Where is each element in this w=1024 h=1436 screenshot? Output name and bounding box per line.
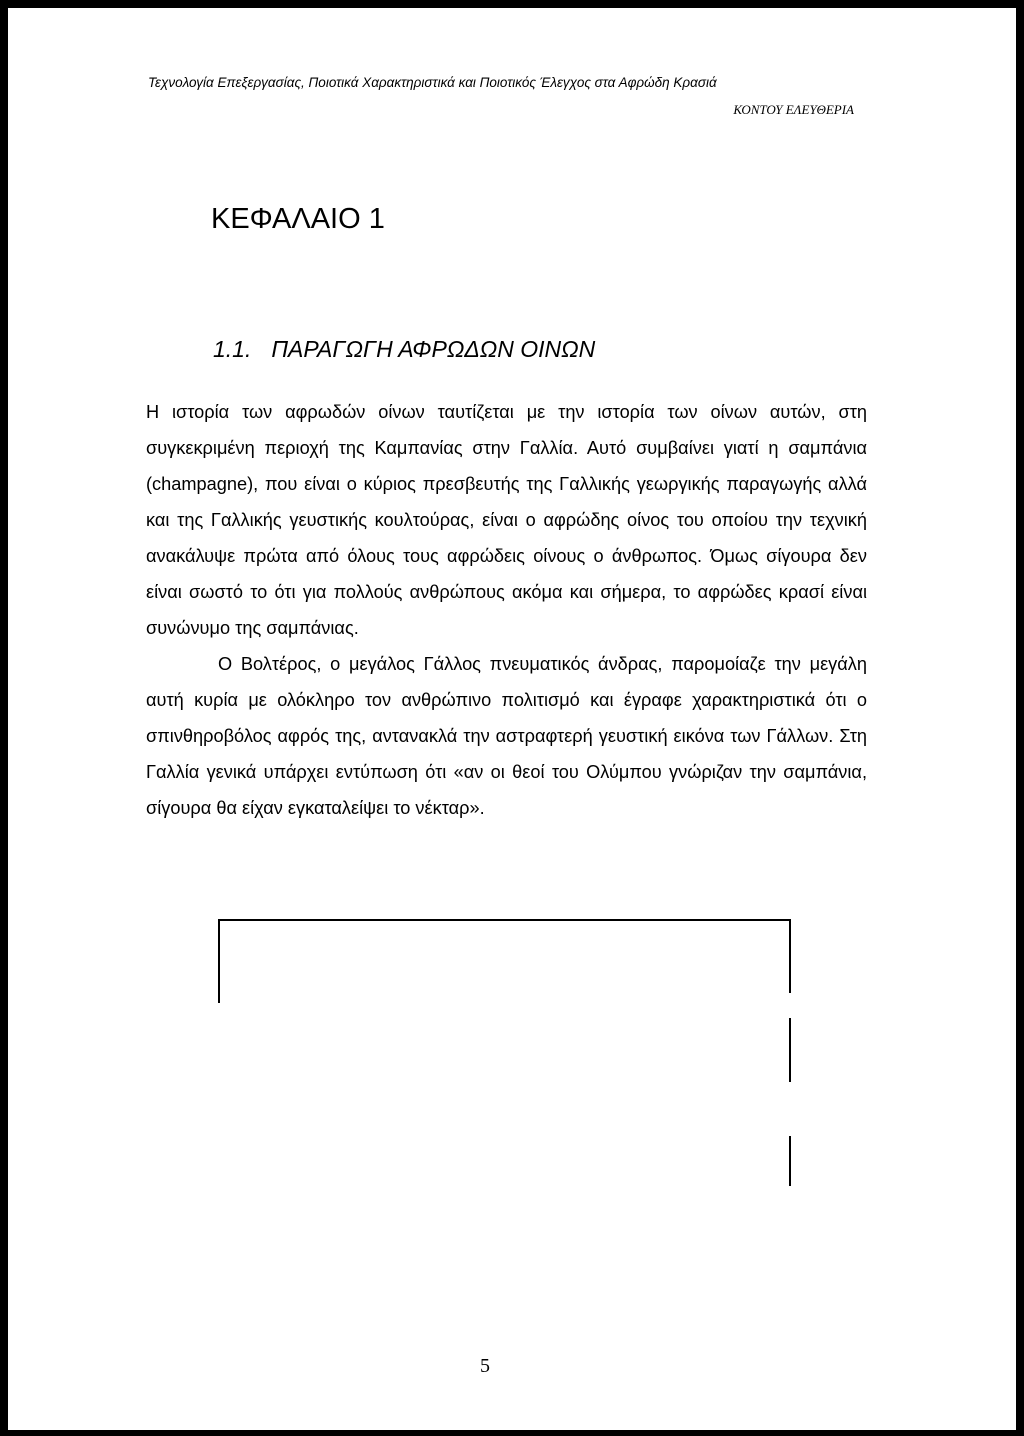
body-text [146, 394, 867, 826]
paragraph-1: Η ιστορία των αφρωδών οίνων ταυτίζεται με την ιστορία των οίνων αυτών, στη συγκεκριμένη περιοχή της Καμπανίας στην Γαλλία. Αυτό συμβαίνει γιατί η σαμπάνια (champagne), που είναι ο κύριος πρεσβευτής της Γαλλικής γεωργικής παραγωγής αλλά και της Γαλλικής γευστικής κουλτούρας, είναι ο αφρώδης οίνος του οποίου την τεχνική ανακάλυψε πρώτα από όλους τους αφρώδεις οίνους ο άνθρωπος. Όμως σίγουρα δεν είναι σωστό το ότι για πολλούς ανθρώπους ακόμα και σήμερα, το αφρώδες κρασί είναι συνώνυμο της σαμπάνιας. [146, 402, 867, 638]
frame-border-top [218, 919, 791, 921]
frame-border-right-segment [789, 919, 791, 993]
frame-border-left [218, 919, 220, 1003]
chapter-title: ΚΕΦΑΛΑΙΟ 1 [211, 203, 385, 235]
frame-border-right-segment [789, 1018, 791, 1082]
running-header-title: Τεχνολογία Επεξεργασίας, Ποιοτικά Χαρακτηριστικά και Ποιοτικός Έλεγχος στα Αφρώδη Κρασιά [148, 75, 717, 90]
document-page [8, 8, 1016, 1430]
running-header-author: ΚΟΝΤΟΥ ΕΛΕΥΘΕΡΙΑ [733, 102, 854, 117]
section-title: ΠΑΡΑΓΩΓΗ ΑΦΡΩΔΩΝ ΟΙΝΩΝ [271, 336, 596, 362]
paragraph-2: Ο Βολτέρος, ο μεγάλος Γάλλος πνευματικός άνδρας, παρομοίαζε την μεγάλη αυτή κυρία με ολόκληρο τον ανθρώπινο πολιτισμό και έγραφε χαρακτηριστικά ότι ο σπινθηροβόλος αφρός της, αντανακλά την αστραφτερή γευστική εικόνα των Γάλλων. Στη Γαλλία γενικά υπάρχει εντύπωση ότι «αν οι θεοί του Ολύμπου γνώριζαν την σαμπάνια, σίγουρα θα είχαν εγκαταλείψει το νέκταρ». [146, 654, 867, 818]
page-number: 5 [480, 1355, 490, 1377]
section-number: 1.1. [213, 336, 252, 362]
frame-border-right-segment [789, 1136, 791, 1186]
section-heading [213, 336, 595, 363]
